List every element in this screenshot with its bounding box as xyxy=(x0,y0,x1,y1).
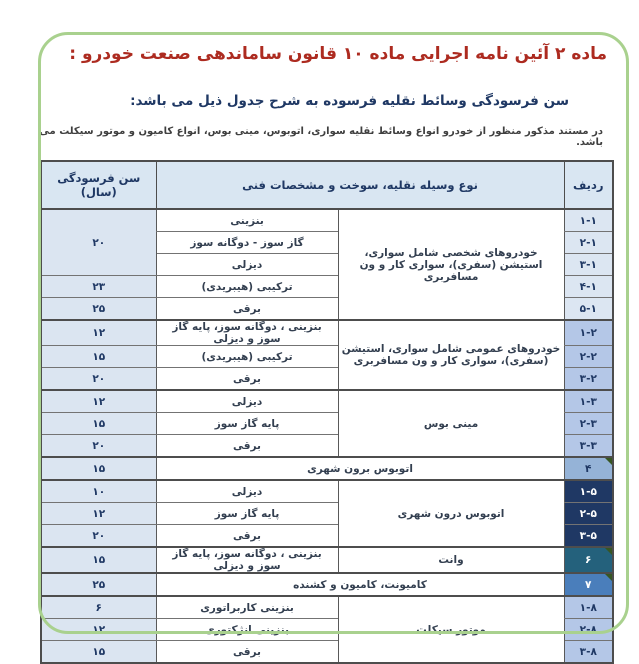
fuel-cell: بنزینی انژکتوری xyxy=(156,619,338,641)
age-cell: ۱۵ xyxy=(41,641,156,664)
table-row xyxy=(41,547,613,573)
row-id-cell: ۳-۲ xyxy=(564,368,613,391)
row-id-cell: ۳-۱ xyxy=(564,254,613,276)
fuel-cell: گاز سوز - دوگانه سوز xyxy=(156,232,338,254)
age-cell: ۲۰ xyxy=(41,435,156,458)
fuel-cell: دیزلی xyxy=(156,390,338,413)
age-cell: ۱۵ xyxy=(41,346,156,368)
row-id-cell: ۱-۱ xyxy=(564,209,613,232)
row-id-cell: ۴ xyxy=(564,457,613,480)
table-row xyxy=(41,596,613,619)
row-id-cell: ۱-۸ xyxy=(564,596,613,619)
age-cell: ۱۲ xyxy=(41,390,156,413)
page-title: ماده ۲ آئین نامه اجرایی ماده ۱۰ قانون ساماندهی صنعت خودرو : xyxy=(69,44,607,64)
category-cell: وانت xyxy=(338,547,564,573)
age-cell: ۲۵ xyxy=(41,573,156,596)
category-cell: مینی بوس xyxy=(338,390,564,457)
row-id-cell: ۱-۳ xyxy=(564,390,613,413)
fuel-cell: بنزینی ، دوگانه سوز، پایه گاز سوز و دیزلی xyxy=(156,547,338,573)
row-id-cell: ۲-۳ xyxy=(564,413,613,435)
row-id-cell: ۲-۲ xyxy=(564,346,613,368)
row-id-cell: ۴-۱ xyxy=(564,276,613,298)
row-id-cell: ۱-۲ xyxy=(564,320,613,346)
age-cell: ۱۵ xyxy=(41,457,156,480)
category-cell: اتوبوس درون شهری xyxy=(338,480,564,547)
category-cell: خودروهای عمومی شامل سواری، استیشن (سفری)، سواری کار و ون مسافربری xyxy=(338,320,564,390)
corner-marker-icon xyxy=(605,548,612,555)
age-cell: ۲۰ xyxy=(41,209,156,276)
row-id-cell: ۳-۸ xyxy=(564,641,613,664)
fuel-cell: پایه گاز سوز xyxy=(156,413,338,435)
fuel-cell: برقی xyxy=(156,298,338,321)
row-id-cell: ۲-۱ xyxy=(564,232,613,254)
age-cell: ۱۲ xyxy=(41,619,156,641)
fuel-cell: برقی xyxy=(156,368,338,391)
age-cell: ۲۰ xyxy=(41,368,156,391)
row-id-cell: ۲-۵ xyxy=(564,503,613,525)
table-row xyxy=(41,480,613,503)
fuel-cell: ترکیبی (هیبریدی) xyxy=(156,346,338,368)
table-row xyxy=(41,573,613,596)
merged-label-cell: اتوبوس برون شهری xyxy=(156,457,564,480)
fuel-cell: ترکیبی (هیبریدی) xyxy=(156,276,338,298)
table-row xyxy=(41,320,613,346)
row-id-cell: ۳-۵ xyxy=(564,525,613,548)
corner-marker-icon xyxy=(605,458,612,465)
header-vehicle-type: نوع وسیله نقلیه، سوخت و مشخصات فنی xyxy=(156,161,564,209)
page-note: در مستند مذکور منظور از خودرو انواع وسائط نقلیه سواری، اتوبوس، مینی بوس، انواع کامیون و موتور سیکلت می باشد. xyxy=(39,126,603,148)
table-row xyxy=(41,457,613,480)
table-row xyxy=(41,209,613,232)
age-cell: ۲۳ xyxy=(41,276,156,298)
table-header-row xyxy=(41,161,613,209)
row-id-cell: ۵-۱ xyxy=(564,298,613,321)
fuel-cell: بنزینی کاربراتوری xyxy=(156,596,338,619)
fuel-cell: پایه گاز سوز xyxy=(156,503,338,525)
category-cell: خودروهای شخصی شامل سواری، استیشن (سفری)، سواری کار و ون مسافربری xyxy=(338,209,564,320)
table-row xyxy=(41,390,613,413)
age-cell: ۱۵ xyxy=(41,413,156,435)
header-age: سن فرسودگی (سال) xyxy=(41,161,156,209)
page-subtitle: سن فرسودگی وسائط نقلیه فرسوده به شرح جدول ذیل می باشد: xyxy=(130,93,569,109)
age-cell: ۱۵ xyxy=(41,547,156,573)
row-id-cell: ۶ xyxy=(564,547,613,573)
age-cell: ۱۰ xyxy=(41,480,156,503)
row-id-cell: ۳-۳ xyxy=(564,435,613,458)
age-cell: ۱۲ xyxy=(41,320,156,346)
fuel-cell: بنزینی ، دوگانه سوز، پایه گاز سوز و دیزلی xyxy=(156,320,338,346)
row-id-cell: ۲-۸ xyxy=(564,619,613,641)
fuel-cell: برقی xyxy=(156,435,338,458)
fuel-cell: دیزلی xyxy=(156,480,338,503)
row-id-cell: ۱-۵ xyxy=(564,480,613,503)
scrappage-age-table xyxy=(40,160,614,664)
category-cell: موتور سیکلت xyxy=(338,596,564,663)
age-cell: ۲۵ xyxy=(41,298,156,321)
age-cell: ۲۰ xyxy=(41,525,156,548)
merged-label-cell: کامیونت، کامیون و کشنده xyxy=(156,573,564,596)
row-id-cell: ۷ xyxy=(564,573,613,596)
age-cell: ۱۲ xyxy=(41,503,156,525)
age-cell: ۶ xyxy=(41,596,156,619)
corner-marker-icon xyxy=(605,574,612,581)
header-row-no: ردیف xyxy=(564,161,613,209)
fuel-cell: برقی xyxy=(156,641,338,664)
fuel-cell: بنزینی xyxy=(156,209,338,232)
fuel-cell: دیزلی xyxy=(156,254,338,276)
fuel-cell: برقی xyxy=(156,525,338,548)
